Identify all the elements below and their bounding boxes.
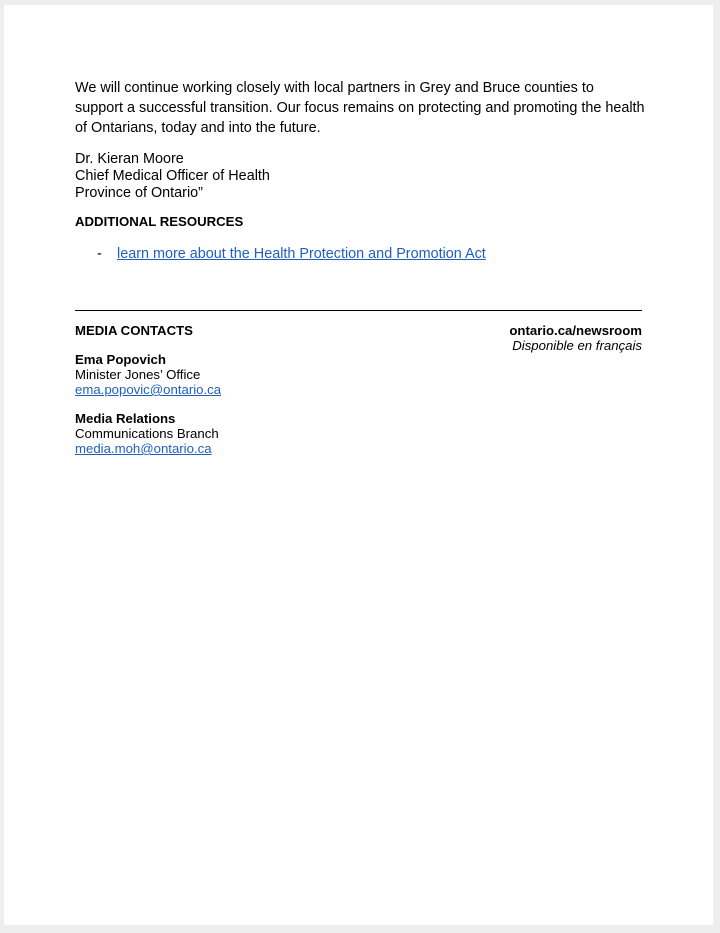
document-page bbox=[4, 5, 713, 925]
contact-email-link[interactable]: ema.popovic@ontario.ca bbox=[75, 382, 222, 397]
contact-card bbox=[75, 411, 219, 456]
section-divider bbox=[75, 310, 642, 311]
list-bullet: - bbox=[97, 246, 102, 262]
contact-name: Media Relations bbox=[75, 411, 176, 426]
additional-resources-heading: ADDITIONAL RESOURCES bbox=[75, 214, 244, 229]
media-contacts-heading: MEDIA CONTACTS bbox=[75, 323, 193, 338]
contact-office: Communications Branch bbox=[75, 426, 219, 441]
contact-card bbox=[75, 352, 221, 397]
contact-office: Minister Jones’ Office bbox=[75, 367, 201, 382]
resource-list-item bbox=[97, 246, 486, 262]
newsroom-site: ontario.ca/newsroom bbox=[509, 323, 642, 338]
contact-name: Ema Popovich bbox=[75, 352, 166, 367]
signature-name: Dr. Kieran Moore bbox=[75, 151, 184, 167]
closing-paragraph: We will continue working closely with local partners in Grey and Bruce counties to support a successful transition. Our focus remains on protecting and promoting the health of Ontarians, today and into the future. bbox=[75, 80, 645, 136]
signature-block bbox=[75, 151, 270, 202]
newsroom-block bbox=[509, 323, 642, 353]
french-availability: Disponible en français bbox=[512, 338, 642, 353]
contact-email-link[interactable]: media.moh@ontario.ca bbox=[75, 441, 212, 456]
signature-org: Province of Ontario” bbox=[75, 185, 203, 201]
signature-title: Chief Medical Officer of Health bbox=[75, 168, 270, 184]
hppa-link[interactable]: learn more about the Health Protection and Promotion Act bbox=[117, 246, 486, 262]
